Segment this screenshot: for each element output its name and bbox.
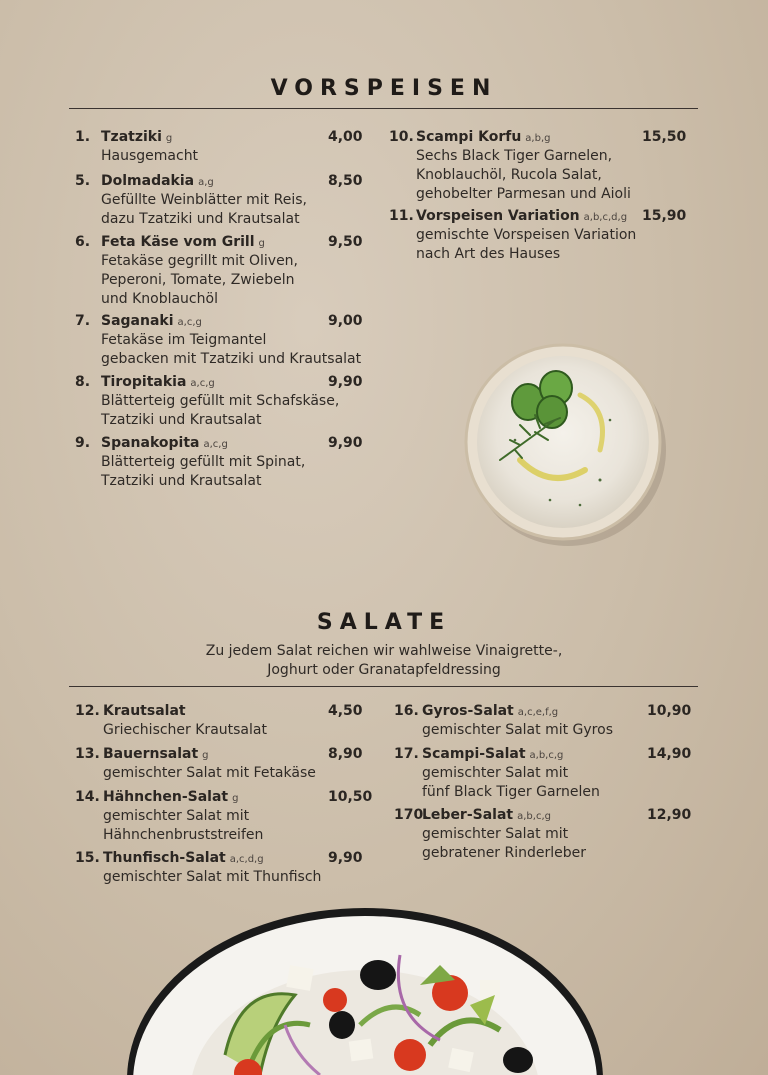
item-allergens: a,b,g xyxy=(525,133,551,144)
item-number: 1. xyxy=(75,129,91,145)
salate-subtitle-line: Zu jedem Salat reichen wir wahlweise Vinaigrette-, xyxy=(205,643,563,659)
item-allergens: a,c,e,f,g xyxy=(517,707,559,718)
item-allergens: g xyxy=(165,133,173,144)
item-description: Knoblauchöl, Rucola Salat, xyxy=(416,167,602,183)
item-description: Hähnchenbruststreifen xyxy=(103,827,264,843)
item-name: Thunfisch-Salat a,c,d,g xyxy=(103,850,264,866)
item-description: gemischter Salat mit Fetakäse xyxy=(103,765,316,781)
item-name: Bauernsalat g xyxy=(103,746,209,762)
item-allergens: g xyxy=(232,793,239,804)
item-description: Blätterteig gefüllt mit Spinat, xyxy=(101,454,306,470)
item-price: 8,90 xyxy=(328,746,363,762)
item-price: 9,90 xyxy=(328,374,363,390)
item-allergens: g xyxy=(258,238,265,249)
item-number: 14. xyxy=(75,789,100,805)
item-name: Dolmadakia a,g xyxy=(101,173,214,189)
item-description: Fetakäse gegrillt mit Oliven, xyxy=(101,253,299,269)
item-description: gebratener Rinderleber xyxy=(422,845,587,861)
item-number: 13. xyxy=(75,746,100,762)
divider xyxy=(69,686,698,687)
item-number: 15. xyxy=(75,850,100,866)
item-number: 16. xyxy=(394,703,419,719)
item-price: 9,00 xyxy=(328,313,363,329)
item-description: gemischter Salat mit xyxy=(422,826,569,842)
item-name: Scampi-Salat a,b,c,g xyxy=(422,746,564,762)
item-allergens: a,g xyxy=(198,177,214,188)
item-name: Feta Käse vom Grill g xyxy=(101,234,265,250)
item-number: 6. xyxy=(75,234,91,250)
item-allergens: a,c,g xyxy=(190,378,215,389)
divider xyxy=(69,108,698,109)
item-number: 7. xyxy=(75,313,91,329)
item-name: Leber-Salat a,b,c,g xyxy=(422,807,551,823)
item-description: fünf Black Tiger Garnelen xyxy=(422,784,600,800)
item-allergens: a,c,d,g xyxy=(229,854,264,865)
item-description: gemischter Salat mit xyxy=(103,808,250,824)
item-description: und Knoblauchöl xyxy=(101,291,218,307)
item-number: 8. xyxy=(75,374,91,390)
salad-plate-image xyxy=(120,905,610,1075)
item-description: Tzatziki und Krautsalat xyxy=(101,412,262,428)
section-title-salate: SALATE xyxy=(316,610,452,635)
item-name: Spanakopita a,c,g xyxy=(101,435,228,451)
item-allergens: a,c,g xyxy=(177,317,202,328)
item-price: 9,90 xyxy=(328,435,363,451)
item-name: Saganaki a,c,g xyxy=(101,313,202,329)
item-description: gemischter Salat mit Gyros xyxy=(422,722,613,738)
item-name: Tzatziki g xyxy=(101,129,173,145)
item-price: 12,90 xyxy=(647,807,692,823)
item-name: Hähnchen-Salat g xyxy=(103,789,239,805)
item-description: dazu Tzatziki und Krautsalat xyxy=(101,211,300,227)
item-number: 17. xyxy=(394,746,419,762)
item-price: 8,50 xyxy=(328,173,363,189)
item-name: Tiropitakia a,c,g xyxy=(101,374,215,390)
item-allergens: a,b,c,g xyxy=(517,811,551,822)
item-allergens: a,c,g xyxy=(203,439,228,450)
tzatziki-bowl-image xyxy=(460,340,670,550)
item-price: 4,50 xyxy=(328,703,363,719)
item-description: Sechs Black Tiger Garnelen, xyxy=(416,148,613,164)
item-price: 14,90 xyxy=(647,746,692,762)
item-number: 170. xyxy=(394,807,429,823)
item-number: 9. xyxy=(75,435,91,451)
item-description: gemischter Salat mit Thunfisch xyxy=(103,869,322,885)
item-number: 11. xyxy=(389,208,414,224)
section-title-vorspeisen: VORSPEISEN xyxy=(270,76,498,101)
item-name: Krautsalat xyxy=(103,703,186,719)
item-price: 4,00 xyxy=(328,129,363,145)
item-description: gemischte Vorspeisen Variation xyxy=(416,227,637,243)
item-description: Hausgemacht xyxy=(101,148,199,164)
item-price: 15,90 xyxy=(642,208,687,224)
item-description: nach Art des Hauses xyxy=(416,246,561,262)
item-description: gebacken mit Tzatziki und Krautsalat xyxy=(101,351,362,367)
item-description: gemischter Salat mit xyxy=(422,765,569,781)
item-description: Tzatziki und Krautsalat xyxy=(101,473,262,489)
item-price: 10,90 xyxy=(647,703,692,719)
item-description: Griechischer Krautsalat xyxy=(103,722,267,738)
item-description: Blätterteig gefüllt mit Schafskäse, xyxy=(101,393,340,409)
item-name: Scampi Korfu a,b,g xyxy=(416,129,551,145)
item-description: Peperoni, Tomate, Zwiebeln xyxy=(101,272,295,288)
item-description: gehobelter Parmesan und Aioli xyxy=(416,186,631,202)
item-name: Gyros-Salat a,c,e,f,g xyxy=(422,703,559,719)
item-allergens: a,b,c,d,g xyxy=(583,212,628,223)
salate-subtitle-line: Joghurt oder Granatapfeldressing xyxy=(267,662,501,678)
item-number: 12. xyxy=(75,703,100,719)
item-price: 15,50 xyxy=(642,129,687,145)
item-price: 9,50 xyxy=(328,234,363,250)
item-description: Gefüllte Weinblätter mit Reis, xyxy=(101,192,307,208)
item-name: Vorspeisen Variation a,b,c,d,g xyxy=(416,208,628,224)
item-allergens: g xyxy=(202,750,209,761)
item-price: 10,50 xyxy=(328,789,373,805)
item-price: 9,90 xyxy=(328,850,363,866)
item-description: Fetakäse im Teigmantel xyxy=(101,332,267,348)
item-number: 10. xyxy=(389,129,414,145)
item-number: 5. xyxy=(75,173,91,189)
item-allergens: a,b,c,g xyxy=(529,750,564,761)
